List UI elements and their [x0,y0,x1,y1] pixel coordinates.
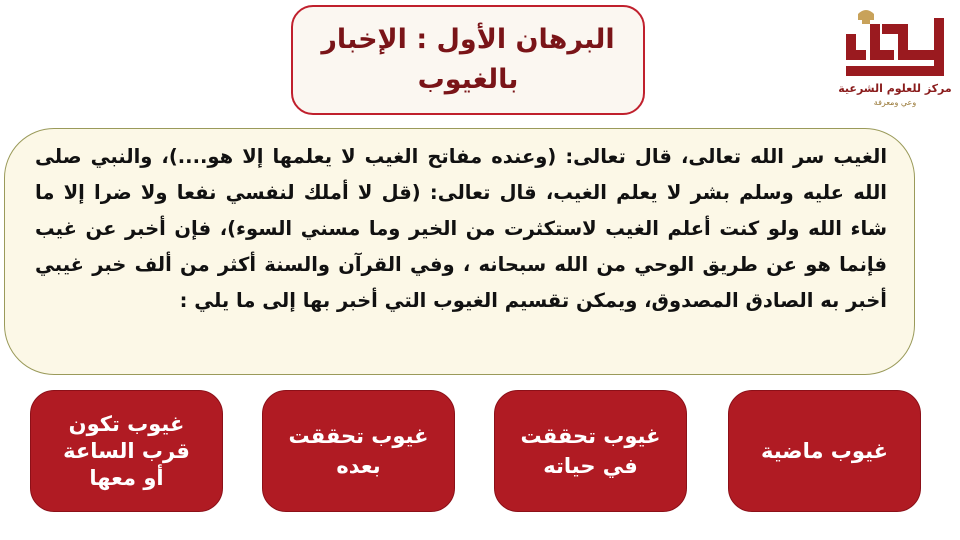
body-text: الغيب سر الله تعالى، قال تعالى: (وعنده مفاتح الغيب لا يعلمها إلا هو....)، والنبي صلى الله عليه وسلم بشر لا يعلم الغيب، قال تعالى: (قل لا أملك لنفسي نفعا ولا ضرا إلا ما شاء الله ولو كنت أعلم الغيب لاستكثرت من الخير وما مسني السوء)، فإن أخبر عن غيب فإنما هو عن طريق الوحي من الله سبحانه ، وفي القرآن والسنة أكثر من ألف خبر غيبي أخبر به الصادق المصدوق، ويمكن تقسيم الغيوب التي أخبر بها إلى ما يلي : [35,145,887,312]
slide-title: البرهان الأول : الإخبار بالغيوب [321,24,615,95]
card-fulfilled-after-him[interactable] [262,390,455,512]
logo-tagline: مركز للعلوم الشرعية [838,82,952,95]
card-past-unseen[interactable] [728,390,921,512]
card-label: غيوب تحققت بعده [288,424,429,478]
card-fulfilled-in-his-life[interactable] [494,390,687,512]
card-label: غيوب تحققت في حياته [520,424,661,478]
slide-title-box [291,5,645,115]
logo-subtagline: وعي ومعرفة [873,98,917,107]
body-panel [4,128,915,375]
card-label: غيوب ماضية [761,439,888,463]
card-label: غيوب تكون قرب الساعة أو معها [63,411,190,490]
card-near-the-hour[interactable] [30,390,223,512]
logo-mark [838,4,954,80]
logo [836,4,956,108]
